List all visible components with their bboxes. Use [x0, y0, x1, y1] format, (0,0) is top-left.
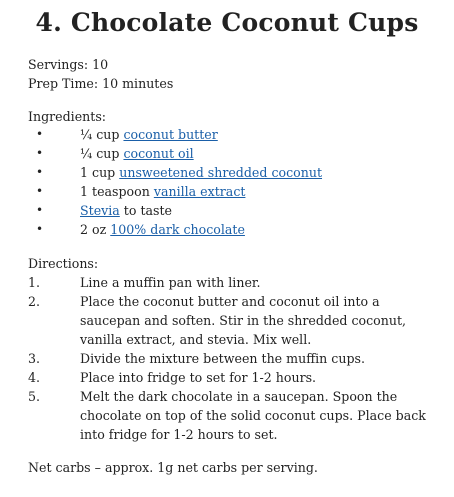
directions-heading: Directions:	[28, 256, 99, 271]
servings-text: Servings: 10	[28, 57, 109, 72]
direction-step: Line a muffin pan with liner.	[80, 275, 261, 290]
direction-step: Melt the dark chocolate in a saucepan. Spoon the chocolate on top of the solid coconut cups. Place back into fridge for 1-2 hours to set.	[80, 389, 426, 442]
step-number: 5.	[28, 389, 41, 404]
step-number: 2.	[28, 294, 41, 309]
ingredient-item	[80, 182, 245, 201]
bullet-icon: •	[36, 184, 44, 198]
direction-step: Divide the mixture between the muffin cups.	[80, 351, 365, 366]
ingredient-link-stevia[interactable]: Stevia	[80, 203, 120, 218]
ingredient-prefix: 2 oz	[80, 222, 111, 237]
step-number: 4.	[28, 370, 41, 385]
ingredient-prefix: ¼ cup	[80, 127, 124, 142]
bullet-icon: •	[36, 222, 44, 236]
ingredient-item	[80, 220, 245, 239]
ingredient-suffix: to taste	[119, 203, 172, 218]
recipe-title: 4. Chocolate Coconut Cups	[35, 8, 419, 37]
ingredient-item	[80, 163, 322, 182]
ingredient-prefix: ¼ cup	[80, 146, 124, 161]
ingredient-link-coconut-butter[interactable]: coconut butter	[123, 127, 218, 142]
direction-step: Place the coconut butter and coconut oil into a saucepan and soften. Stir in the shredded coconut, vanilla extract, and stevia. Mix well.	[80, 294, 407, 347]
step-number: 1.	[28, 275, 41, 290]
ingredient-link-coconut-oil[interactable]: coconut oil	[123, 146, 194, 161]
ingredient-link-dark-chocolate[interactable]: 100% dark chocolate	[110, 222, 245, 237]
step-number: 3.	[28, 351, 41, 366]
ingredient-item	[80, 144, 194, 163]
prep-time-text: Prep Time: 10 minutes	[28, 76, 174, 91]
ingredient-item	[80, 201, 172, 220]
ingredients-heading: Ingredients:	[28, 109, 107, 124]
ingredient-item	[80, 125, 218, 144]
bullet-icon: •	[36, 165, 44, 179]
ingredient-link-vanilla-extract[interactable]: vanilla extract	[153, 184, 246, 199]
ingredient-prefix: 1 cup	[80, 165, 120, 180]
ingredient-link-shredded-coconut[interactable]: unsweetened shredded coconut	[119, 165, 323, 180]
net-carbs-note: Net carbs – approx. 1g net carbs per serving.	[28, 460, 318, 475]
direction-step: Place into fridge to set for 1-2 hours.	[80, 370, 317, 385]
bullet-icon: •	[36, 146, 44, 160]
bullet-icon: •	[36, 203, 44, 217]
ingredient-prefix: 1 teaspoon	[80, 184, 154, 199]
bullet-icon: •	[36, 127, 44, 141]
